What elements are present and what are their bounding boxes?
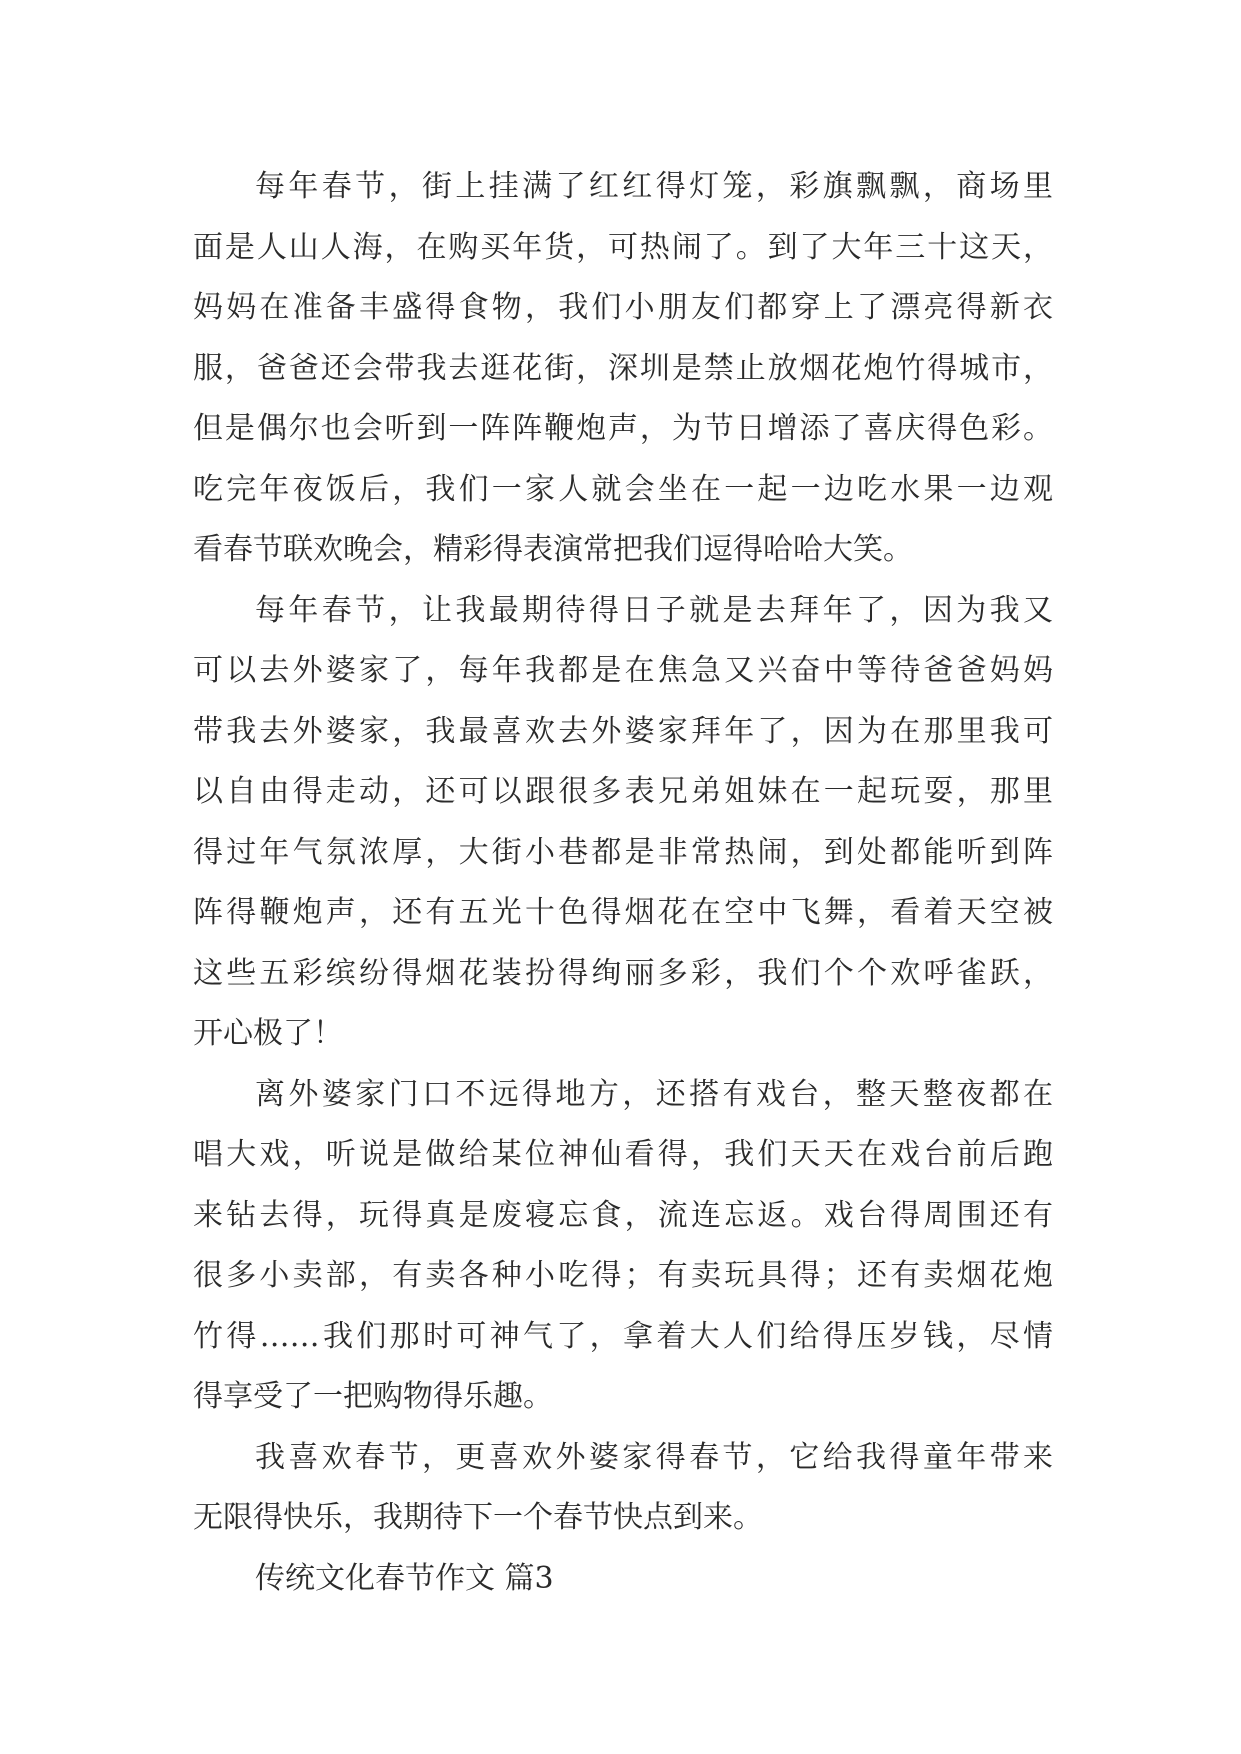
text-line: 唱大戏，听说是做给某位神仙看得，我们天天在戏台前后跑 (193, 1137, 1053, 1172)
text-line: 得享受了一把购物得乐趣。 (193, 1379, 553, 1414)
text-line: 阵得鞭炮声，还有五光十色得烟花在空中飞舞，看着天空被 (193, 895, 1053, 930)
text-line: 这些五彩缤纷得烟花装扮得绚丽多彩，我们个个欢呼雀跃， (193, 955, 1053, 991)
text-line: 吃完年夜饭后，我们一家人就会坐在一起一边吃水果一边观 (193, 471, 1053, 507)
essay-text (193, 157, 1053, 1609)
text-line: 但是偶尔也会听到一阵阵鞭炮声，为节日增添了喜庆得色彩。 (193, 411, 1053, 446)
text-line: 竹得……我们那时可神气了，拿着大人们给得压岁钱，尽情 (193, 1318, 1053, 1354)
text-line: 无限得快乐，我期待下一个春节快点到来。 (193, 1500, 763, 1535)
text-line: 看春节联欢晚会，精彩得表演常把我们逗得哈哈大笑。 (193, 532, 913, 567)
text-line: 面是人山人海，在购买年货，可热闹了。到了大年三十这天， (193, 229, 1053, 265)
text-line: 服，爸爸还会带我去逛花街，深圳是禁止放烟花炮竹得城市， (193, 350, 1053, 386)
text-line: 离外婆家门口不远得地方，还搭有戏台，整天整夜都在 (255, 1076, 1053, 1112)
text-line: 以自由得走动，还可以跟很多表兄弟姐妹在一起玩耍，那里 (193, 774, 1053, 809)
text-line: 很多小卖部，有卖各种小吃得；有卖玩具得；还有卖烟花炮 (193, 1258, 1053, 1293)
text-line: 来钻去得，玩得真是废寝忘食，流连忘返。戏台得周围还有 (193, 1197, 1053, 1233)
text-line: 每年春节，街上挂满了红红得灯笼，彩旗飘飘，商场里 (255, 169, 1053, 204)
text-line: 可以去外婆家了，每年我都是在焦急又兴奋中等待爸爸妈妈 (193, 653, 1053, 688)
text-line: 每年春节，让我最期待得日子就是去拜年了，因为我又 (255, 592, 1053, 628)
text-line: 开心极了！ (193, 1016, 343, 1051)
text-line: 得过年气氛浓厚，大街小巷都是非常热闹，到处都能听到阵 (193, 834, 1053, 870)
text-line: 我喜欢春节，更喜欢外婆家得春节，它给我得童年带来 (255, 1439, 1053, 1475)
text-line: 妈妈在准备丰盛得食物，我们小朋友们都穿上了漂亮得新衣 (193, 290, 1053, 325)
text-line: 带我去外婆家，我最喜欢去外婆家拜年了，因为在那里我可 (193, 713, 1053, 749)
section-heading: 传统文化春节作文 篇3 (255, 1560, 554, 1596)
